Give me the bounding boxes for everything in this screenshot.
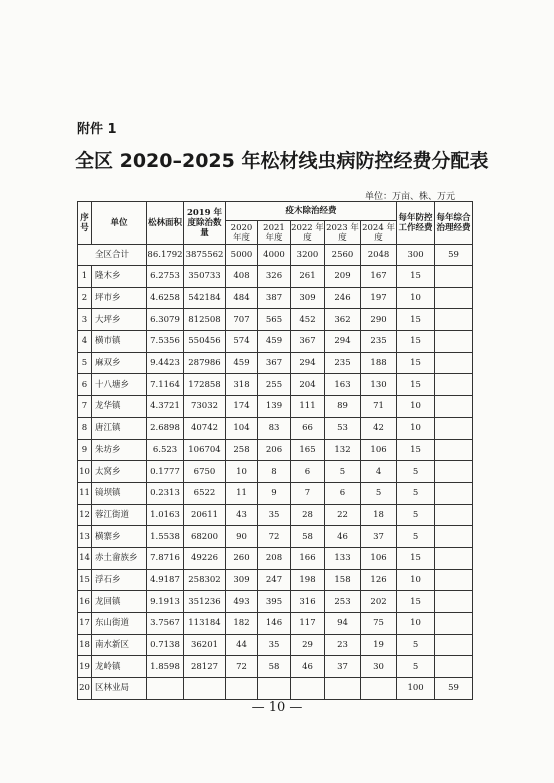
row-2020: 43 [226, 504, 258, 526]
row-removal: 49226 [184, 547, 226, 569]
row-2023: 209 [325, 266, 361, 288]
header-prevention: 每年防控工作经费 [397, 202, 435, 245]
row-2022: 309 [291, 287, 325, 309]
row-unit-name: 镜坝镇 [92, 482, 147, 504]
row-area: 6.3079 [147, 309, 184, 331]
row-unit-name: 龙华镇 [92, 396, 147, 418]
row-unit-name: 太窝乡 [92, 461, 147, 483]
row-prevention: 5 [397, 526, 435, 548]
row-2024: 130 [361, 374, 397, 396]
row-2021: 146 [258, 613, 291, 635]
row-2020: 174 [226, 396, 258, 418]
row-2023: 163 [325, 374, 361, 396]
row-area: 7.5356 [147, 331, 184, 353]
row-2023: 158 [325, 569, 361, 591]
row-number: 10 [78, 461, 92, 483]
row-2024: 19 [361, 634, 397, 656]
row-2021: 8 [258, 461, 291, 483]
table-row [78, 547, 473, 569]
row-comprehensive [435, 656, 473, 678]
row-2024: 106 [361, 439, 397, 461]
row-2024: 42 [361, 417, 397, 439]
header-year-2024: 2024 年度 [362, 222, 395, 243]
row-unit-name: 朱坊乡 [92, 439, 147, 461]
row-removal: 6522 [184, 482, 226, 504]
row-2024: 235 [361, 331, 397, 353]
row-2023: 37 [325, 656, 361, 678]
row-removal: 20611 [184, 504, 226, 526]
total-2021: 4000 [258, 245, 291, 266]
row-unit-name: 东山街道 [92, 613, 147, 635]
row-removal: 812508 [184, 309, 226, 331]
table-row [78, 417, 473, 439]
row-removal: 350733 [184, 266, 226, 288]
row-removal [184, 678, 226, 700]
table-row [78, 482, 473, 504]
row-prevention: 5 [397, 461, 435, 483]
row-2022: 367 [291, 331, 325, 353]
row-2022: 294 [291, 352, 325, 374]
row-comprehensive [435, 331, 473, 353]
row-2022: 46 [291, 656, 325, 678]
table-row [78, 374, 473, 396]
row-prevention: 100 [397, 678, 435, 700]
row-2020: 258 [226, 439, 258, 461]
row-2022: 166 [291, 547, 325, 569]
table-row [78, 504, 473, 526]
row-2020: 493 [226, 591, 258, 613]
row-number: 8 [78, 417, 92, 439]
table-row [78, 352, 473, 374]
row-area: 1.5538 [147, 526, 184, 548]
row-unit-name: 十八塘乡 [92, 374, 147, 396]
row-unit-name: 横市镇 [92, 331, 147, 353]
table-row [78, 613, 473, 635]
row-2020: 459 [226, 352, 258, 374]
row-comprehensive: 59 [435, 678, 473, 700]
row-comprehensive [435, 374, 473, 396]
row-2020: 72 [226, 656, 258, 678]
row-prevention: 10 [397, 613, 435, 635]
row-number: 7 [78, 396, 92, 418]
row-prevention: 15 [397, 352, 435, 374]
row-removal: 106704 [184, 439, 226, 461]
row-2020: 484 [226, 287, 258, 309]
row-prevention: 5 [397, 504, 435, 526]
row-removal: 258302 [184, 569, 226, 591]
row-area: 7.8716 [147, 547, 184, 569]
row-removal: 542184 [184, 287, 226, 309]
row-comprehensive [435, 613, 473, 635]
row-2023: 22 [325, 504, 361, 526]
row-2021: 387 [258, 287, 291, 309]
header-epidemic-group: 疫木除治经费 [226, 202, 397, 221]
row-2023: 53 [325, 417, 361, 439]
row-2022 [291, 678, 325, 700]
row-comprehensive [435, 634, 473, 656]
total-area: 86.1792 [147, 245, 184, 266]
row-prevention: 10 [397, 287, 435, 309]
row-removal: 172858 [184, 374, 226, 396]
row-2023: 23 [325, 634, 361, 656]
row-2024 [361, 678, 397, 700]
total-2024: 2048 [361, 245, 397, 266]
row-2022: 58 [291, 526, 325, 548]
row-number: 13 [78, 526, 92, 548]
row-2023 [325, 678, 361, 700]
row-area: 9.1913 [147, 591, 184, 613]
row-2020: 11 [226, 482, 258, 504]
row-removal: 550456 [184, 331, 226, 353]
row-unit-name: 南水新区 [92, 634, 147, 656]
row-2024: 18 [361, 504, 397, 526]
row-unit-name: 麻双乡 [92, 352, 147, 374]
row-number: 11 [78, 482, 92, 504]
row-2021: 72 [258, 526, 291, 548]
row-2020: 309 [226, 569, 258, 591]
row-number: 17 [78, 613, 92, 635]
row-removal: 351236 [184, 591, 226, 613]
row-2024: 106 [361, 547, 397, 569]
row-prevention: 15 [397, 374, 435, 396]
row-comprehensive [435, 439, 473, 461]
row-2023: 362 [325, 309, 361, 331]
row-2020 [226, 678, 258, 700]
row-2024: 126 [361, 569, 397, 591]
row-2024: 5 [361, 482, 397, 504]
row-prevention: 15 [397, 309, 435, 331]
row-2021: 459 [258, 331, 291, 353]
row-unit-name: 坪市乡 [92, 287, 147, 309]
row-2020: 260 [226, 547, 258, 569]
row-comprehensive [435, 591, 473, 613]
table-row [78, 266, 473, 288]
total-prevention: 300 [397, 245, 435, 266]
row-2022: 316 [291, 591, 325, 613]
row-2024: 30 [361, 656, 397, 678]
total-row [78, 245, 473, 266]
row-2023: 132 [325, 439, 361, 461]
row-comprehensive [435, 461, 473, 483]
total-comprehensive: 59 [435, 245, 473, 266]
header-seq: 序号 [78, 202, 92, 245]
table-row [78, 569, 473, 591]
table-row [78, 678, 473, 700]
row-unit-name: 横寨乡 [92, 526, 147, 548]
row-prevention: 5 [397, 634, 435, 656]
row-2023: 89 [325, 396, 361, 418]
row-2021: 35 [258, 634, 291, 656]
header-unit: 单位 [92, 202, 147, 245]
row-unit-name: 区林业局 [92, 678, 147, 700]
row-2020: 90 [226, 526, 258, 548]
row-2021: 83 [258, 417, 291, 439]
row-2024: 75 [361, 613, 397, 635]
row-2020: 574 [226, 331, 258, 353]
row-number: 4 [78, 331, 92, 353]
table-row [78, 591, 473, 613]
row-2022: 198 [291, 569, 325, 591]
row-prevention: 5 [397, 482, 435, 504]
row-number: 15 [78, 569, 92, 591]
row-2021 [258, 678, 291, 700]
row-number: 16 [78, 591, 92, 613]
row-number: 6 [78, 374, 92, 396]
row-2021: 206 [258, 439, 291, 461]
row-unit-name: 龙岭镇 [92, 656, 147, 678]
row-2021: 255 [258, 374, 291, 396]
row-2021: 139 [258, 396, 291, 418]
row-2021: 35 [258, 504, 291, 526]
row-2020: 318 [226, 374, 258, 396]
row-area: 2.6898 [147, 417, 184, 439]
funding-table [77, 201, 473, 700]
row-2024: 37 [361, 526, 397, 548]
row-2023: 94 [325, 613, 361, 635]
row-area: 0.2313 [147, 482, 184, 504]
row-2022: 66 [291, 417, 325, 439]
row-unit-name: 浮石乡 [92, 569, 147, 591]
row-comprehensive [435, 266, 473, 288]
table-row [78, 439, 473, 461]
row-2023: 253 [325, 591, 361, 613]
table-row [78, 309, 473, 331]
row-comprehensive [435, 482, 473, 504]
row-unit-name: 隆木乡 [92, 266, 147, 288]
row-unit-name: 大坪乡 [92, 309, 147, 331]
row-2024: 71 [361, 396, 397, 418]
row-2022: 204 [291, 374, 325, 396]
row-prevention: 15 [397, 439, 435, 461]
row-removal: 40742 [184, 417, 226, 439]
row-2020: 44 [226, 634, 258, 656]
row-number: 3 [78, 309, 92, 331]
row-area: 4.6258 [147, 287, 184, 309]
table-row [78, 461, 473, 483]
row-area: 0.7138 [147, 634, 184, 656]
row-area: 1.0163 [147, 504, 184, 526]
header-area: 松林面积 [147, 202, 184, 245]
row-removal: 36201 [184, 634, 226, 656]
row-2021: 565 [258, 309, 291, 331]
row-comprehensive [435, 547, 473, 569]
table-row [78, 287, 473, 309]
row-2020: 408 [226, 266, 258, 288]
row-unit-name: 唐江镇 [92, 417, 147, 439]
row-comprehensive [435, 417, 473, 439]
row-2023: 294 [325, 331, 361, 353]
row-removal: 6750 [184, 461, 226, 483]
row-area: 3.7567 [147, 613, 184, 635]
row-comprehensive [435, 309, 473, 331]
row-2022: 111 [291, 396, 325, 418]
row-2021: 326 [258, 266, 291, 288]
row-2022: 165 [291, 439, 325, 461]
table-row [78, 656, 473, 678]
total-2020: 5000 [226, 245, 258, 266]
row-2024: 167 [361, 266, 397, 288]
row-number: 1 [78, 266, 92, 288]
row-removal: 68200 [184, 526, 226, 548]
row-2021: 395 [258, 591, 291, 613]
row-prevention: 10 [397, 417, 435, 439]
row-number: 2 [78, 287, 92, 309]
table-row [78, 634, 473, 656]
row-2020: 104 [226, 417, 258, 439]
row-number: 19 [78, 656, 92, 678]
header-comprehensive: 每年综合治理经费 [435, 202, 473, 245]
row-comprehensive [435, 504, 473, 526]
row-2024: 290 [361, 309, 397, 331]
row-area: 6.2753 [147, 266, 184, 288]
row-prevention: 15 [397, 331, 435, 353]
row-2022: 452 [291, 309, 325, 331]
row-2023: 6 [325, 482, 361, 504]
row-2022: 29 [291, 634, 325, 656]
row-area: 6.523 [147, 439, 184, 461]
table-row [78, 396, 473, 418]
row-2023: 235 [325, 352, 361, 374]
row-area: 7.1164 [147, 374, 184, 396]
header-year-2020: 2020 年度 [226, 221, 258, 245]
row-area: 4.9187 [147, 569, 184, 591]
row-prevention: 15 [397, 591, 435, 613]
row-prevention: 10 [397, 396, 435, 418]
row-2021: 247 [258, 569, 291, 591]
row-comprehensive [435, 287, 473, 309]
total-2023: 2560 [325, 245, 361, 266]
row-2024: 4 [361, 461, 397, 483]
row-number: 12 [78, 504, 92, 526]
row-comprehensive [435, 352, 473, 374]
document-title: 全区 2020–2025 年松材线虫病防控经费分配表 [75, 150, 489, 172]
row-2024: 188 [361, 352, 397, 374]
row-2023: 5 [325, 461, 361, 483]
row-2022: 28 [291, 504, 325, 526]
total-removal: 3875562 [184, 245, 226, 266]
row-2024: 202 [361, 591, 397, 613]
row-2021: 9 [258, 482, 291, 504]
row-number: 9 [78, 439, 92, 461]
row-number: 14 [78, 547, 92, 569]
row-2023: 133 [325, 547, 361, 569]
row-2024: 197 [361, 287, 397, 309]
row-unit-name: 龙回镇 [92, 591, 147, 613]
table-row [78, 526, 473, 548]
row-2021: 58 [258, 656, 291, 678]
row-prevention: 15 [397, 266, 435, 288]
page-number: — 10 — [251, 700, 303, 715]
total-2022: 3200 [291, 245, 325, 266]
row-unit-name: 赤土畲族乡 [92, 547, 147, 569]
row-area: 0.1777 [147, 461, 184, 483]
row-comprehensive [435, 569, 473, 591]
row-removal: 287986 [184, 352, 226, 374]
annex-label: 附件 1 [77, 122, 117, 137]
row-area: 9.4423 [147, 352, 184, 374]
row-2023: 46 [325, 526, 361, 548]
total-label: 全区合计 [78, 245, 147, 266]
row-number: 20 [78, 678, 92, 700]
row-2022: 6 [291, 461, 325, 483]
row-2023: 246 [325, 287, 361, 309]
row-removal: 73032 [184, 396, 226, 418]
row-removal: 113184 [184, 613, 226, 635]
row-prevention: 5 [397, 656, 435, 678]
row-prevention: 10 [397, 569, 435, 591]
row-comprehensive [435, 396, 473, 418]
row-2020: 182 [226, 613, 258, 635]
row-prevention: 15 [397, 547, 435, 569]
row-comprehensive [435, 526, 473, 548]
row-2021: 367 [258, 352, 291, 374]
row-number: 18 [78, 634, 92, 656]
header-year-2021: 2021 年度 [258, 221, 291, 245]
row-2022: 117 [291, 613, 325, 635]
row-area [147, 678, 184, 700]
row-removal: 28127 [184, 656, 226, 678]
row-area: 4.3721 [147, 396, 184, 418]
row-unit-name: 蓉江街道 [92, 504, 147, 526]
header-year-2022: 2022 年度 [291, 222, 324, 243]
row-2020: 707 [226, 309, 258, 331]
row-area: 1.8598 [147, 656, 184, 678]
row-2021: 208 [258, 547, 291, 569]
row-2022: 7 [291, 482, 325, 504]
row-2020: 10 [226, 461, 258, 483]
row-2022: 261 [291, 266, 325, 288]
header-year-2023: 2023 年度 [326, 222, 359, 243]
unit-note: 单位：万亩、株、万元 [365, 192, 456, 202]
header-removal-2019: 2019 年度除治数量 [184, 202, 226, 245]
row-number: 5 [78, 352, 92, 374]
table-row [78, 331, 473, 353]
